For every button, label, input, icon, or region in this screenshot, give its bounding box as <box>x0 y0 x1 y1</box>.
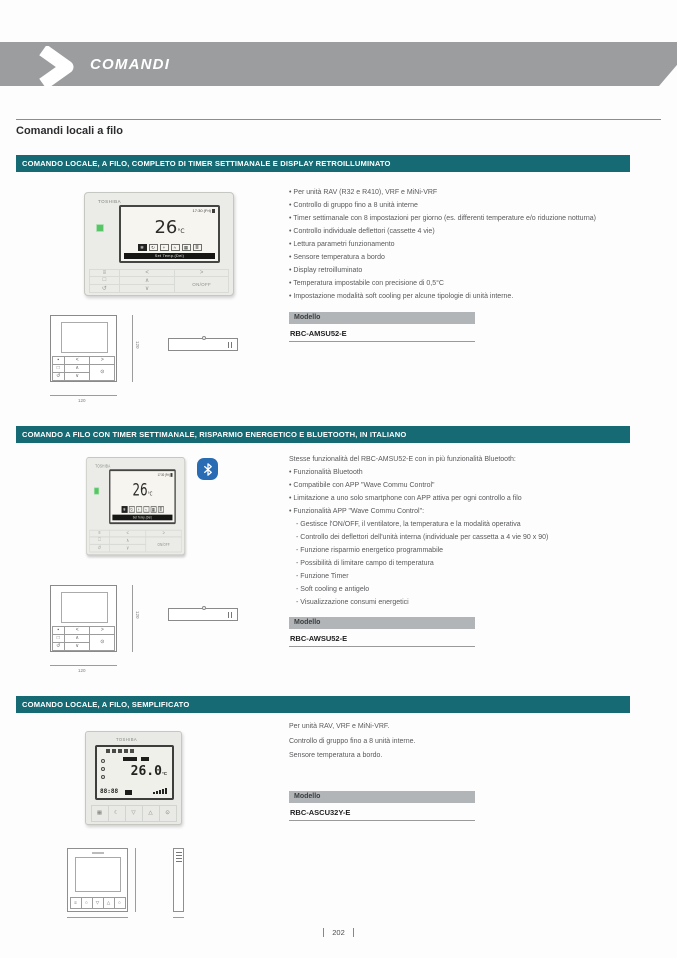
front-view-keys <box>52 356 115 380</box>
menu-key: ▪ <box>52 626 66 635</box>
mode-icon: + <box>136 506 142 513</box>
lcd-display <box>109 469 176 524</box>
led-indicator <box>96 224 104 232</box>
mode-key: ○ <box>81 897 93 909</box>
menu-key: ≡ <box>89 529 110 537</box>
section-1-banner: COMANDO LOCALE, A FILO, COMPLETO DI TIMER SETTIMANALE E DISPLAY RETROILLUMINATO <box>16 155 630 172</box>
mode-icon: ≈ <box>171 244 180 251</box>
menu-key: ▪ <box>52 356 66 365</box>
dimension-drawing <box>65 845 205 925</box>
menu-key: ≡ <box>89 269 121 277</box>
power-key: ⊙ <box>159 805 177 822</box>
lcd-clock <box>158 472 173 477</box>
section-3-banner: COMANDO LOCALE, A FILO, SEMPLIFICATO <box>16 696 630 713</box>
mode-key: □ <box>89 276 121 285</box>
mode-icon: ▦ <box>182 244 191 251</box>
model-header: Modello <box>289 617 475 629</box>
side-view <box>173 848 184 912</box>
lcd-mode-icons <box>125 244 214 251</box>
status-badge <box>141 757 149 761</box>
feature-intro: Stesse funzionalità del RBC-AMSU52-E con in più funzionalità Bluetooth: <box>289 456 516 463</box>
mode-icon: ❄ <box>123 507 126 512</box>
feature-subitem: - Controllo dei deflettori dell'unità interna (individuale per cassetta a 4 vie 90 x 90) <box>289 531 664 544</box>
power-key: ○ <box>114 897 126 909</box>
model-header: Modello <box>289 791 475 803</box>
mode-icon: ≣ <box>159 507 162 512</box>
feature-subitem: - Soft cooling e antigelo <box>289 583 664 596</box>
lcd-clock-text: 17:30 (Fri) <box>192 208 211 213</box>
section-subtitle: Comandi locali a filo <box>16 125 123 137</box>
feature-item: • Per unità RAV (R32 e R410), VRF e MiNi-VRF <box>289 186 664 199</box>
bluetooth-icon <box>197 458 218 480</box>
feature-subitem: - Possibilità di limitare campo di temperatura <box>289 557 664 570</box>
down-key: ▽ <box>125 805 143 822</box>
return-key: ↺ <box>52 372 66 381</box>
right-key: > <box>89 356 115 365</box>
feature-item: • Funzionalità Bluetooth <box>289 466 664 479</box>
fan-icon <box>101 775 105 779</box>
width-dimension <box>50 395 117 403</box>
lcd-temp-value: 26 <box>132 480 148 501</box>
front-view-screen <box>75 857 121 892</box>
front-view <box>67 848 128 912</box>
mode-key: ☾ <box>108 805 126 822</box>
up-key: △ <box>142 805 160 822</box>
mode-icon: + <box>160 244 169 251</box>
feature-item: • Sensore temperatura a bordo <box>289 251 664 264</box>
toshiba-brand-label: TOSHIBA <box>116 737 138 742</box>
page-number: 202 <box>332 928 345 937</box>
lcd-temperature <box>131 764 167 779</box>
height-dimension <box>132 315 140 382</box>
front-view <box>50 315 117 382</box>
feature-list <box>289 186 664 303</box>
lcd-status-bar: Set Temp.(Del) <box>124 253 215 260</box>
return-key: ↺ <box>52 642 66 651</box>
mode-key: □ <box>52 634 66 643</box>
front-view-keys <box>70 897 125 908</box>
down-key: ∨ <box>119 284 175 293</box>
section-2-banner: COMANDO A FILO CON TIMER SETTIMANALE, RISPARMIO ENERGETICO E BLUETOOTH, IN ITALIANO <box>16 426 630 443</box>
dimension-drawing <box>48 582 263 677</box>
feature-item: • Timer settimanale con 8 impostazioni per giorno (es. differenti temperature e/o riduzione notturna) <box>289 212 664 225</box>
down-key: ∨ <box>64 642 90 651</box>
feature-item: • Display retroilluminato <box>289 264 664 277</box>
menu-key: ▦ <box>91 805 109 822</box>
side-view <box>168 338 238 351</box>
status-badge <box>123 757 137 761</box>
front-view-screen <box>61 322 108 353</box>
led-indicator <box>94 487 99 495</box>
footer-bar <box>353 928 355 937</box>
fan-level-bars <box>153 788 167 794</box>
mode-icon <box>130 749 134 753</box>
feature-list <box>289 720 664 764</box>
mode-key: □ <box>52 364 66 373</box>
up-key: ∧ <box>64 364 90 373</box>
side-view <box>168 608 238 621</box>
lcd-display <box>119 205 220 263</box>
feature-subitem: - Funzione risparmio energetico programmabile <box>289 544 664 557</box>
mode-icon: ≣ <box>193 244 202 251</box>
feature-item: • Temperatura impostabile con precisione di 0,5°C <box>289 277 664 290</box>
down-key: ▽ <box>92 897 104 909</box>
width-dimension <box>67 917 128 918</box>
lcd-temp-unit: °C <box>147 491 153 498</box>
lcd-temperature <box>121 217 218 238</box>
brand-mark <box>92 852 104 854</box>
feature-item: Sensore temperatura a bordo. <box>289 752 383 759</box>
lcd-temperature <box>110 481 174 501</box>
lcd-mode-icons <box>106 749 134 753</box>
clock-icon <box>101 767 105 771</box>
toshiba-brand-label: TOSHIBA <box>95 463 111 469</box>
up-key: △ <box>103 897 115 909</box>
keys-grid <box>91 805 176 821</box>
simple-remote-photo <box>85 731 182 825</box>
lcd-temp-value: 26.0 <box>130 764 162 779</box>
remote-body <box>86 457 185 555</box>
lcd-temp-unit: °C <box>161 771 167 776</box>
side-view-vents <box>228 612 234 618</box>
down-key: ∨ <box>109 543 146 552</box>
footer-bar <box>323 928 325 937</box>
lcd-temp-value: 26 <box>154 217 178 238</box>
model-table <box>289 312 475 342</box>
dimension-drawing <box>48 312 263 407</box>
up-key: ∧ <box>119 276 175 285</box>
mode-icon <box>112 749 116 753</box>
lcd-display <box>95 745 174 800</box>
left-key: < <box>119 269 175 277</box>
feature-item: • Lettura parametri funzionamento <box>289 238 664 251</box>
feature-item: • Impostazione modalità soft cooling per alcune tipologie di unità interne. <box>289 290 664 303</box>
toshiba-brand-label: TOSHIBA <box>98 199 122 204</box>
up-key: ∧ <box>109 536 146 545</box>
mode-icon: ↻ <box>149 244 158 251</box>
mode-icon: ≈ <box>143 506 149 513</box>
menu-key: ≡ <box>70 897 82 909</box>
down-key: ∨ <box>64 372 90 381</box>
mode-icon: ❄ <box>138 244 147 251</box>
feature-item: Per unità RAV, VRF e MiNi-VRF. <box>289 723 390 730</box>
side-view-knob <box>202 606 206 610</box>
lcd-time: 88:88 <box>100 788 119 795</box>
chevron-icon <box>36 46 82 93</box>
width-dimension <box>50 665 117 673</box>
lcd-status-bar: Set Temp.(Del) <box>112 514 172 520</box>
model-table <box>289 791 475 821</box>
remote-control-photo <box>84 192 234 296</box>
remote-control-photo <box>86 457 185 555</box>
model-value: RBC-ASCU32Y-E <box>289 806 475 821</box>
feature-item: • Funzionalità APP "Wave Commu Control": <box>289 505 664 518</box>
height-dimension-label: 120 <box>135 341 140 349</box>
section-divider <box>16 119 661 120</box>
mode-key: □ <box>89 536 110 545</box>
lcd-clock-text: 17:30 (Fri) <box>157 472 170 477</box>
feature-item: Controllo di gruppo fino a 8 unità interne. <box>289 737 416 745</box>
right-key: > <box>89 626 115 635</box>
left-key: < <box>109 529 146 537</box>
front-view-keys <box>52 626 115 650</box>
return-key: ↺ <box>89 543 110 552</box>
left-key: < <box>64 356 90 365</box>
feature-item: • Compatibile con APP "Wave Commu Control" <box>289 479 664 492</box>
mode-icon <box>118 749 122 753</box>
width-dimension-label: 120 <box>78 398 86 403</box>
side-view-vents <box>176 852 182 862</box>
lcd-temp-unit: °C <box>177 228 185 235</box>
height-dimension <box>132 585 140 652</box>
feature-subitem: - Gestisce l'ON/OFF, il ventilatore, la temperatura e la modalità operativa <box>289 518 664 531</box>
battery-icon <box>170 473 172 477</box>
front-view-screen <box>61 592 108 623</box>
up-key: ∧ <box>64 634 90 643</box>
status-badge <box>125 790 132 795</box>
feature-list <box>289 453 664 609</box>
side-view-knob <box>202 336 206 340</box>
mode-icon <box>124 749 128 753</box>
mode-icon <box>106 749 110 753</box>
height-dimension-label: 120 <box>135 611 140 619</box>
power-key: ⊙ <box>89 634 115 651</box>
model-header: Modello <box>289 312 475 324</box>
feature-item: • Controllo individuale deflettori (cassette 4 vie) <box>289 225 664 238</box>
page-footer <box>0 928 677 937</box>
page-title: COMANDI <box>90 56 171 73</box>
keys-grid <box>89 269 229 292</box>
lcd-clock <box>193 208 215 213</box>
model-table <box>289 617 475 647</box>
timer-icon <box>101 759 105 763</box>
battery-icon <box>212 209 215 213</box>
onoff-key: ON/OFF <box>174 276 230 293</box>
height-dimension <box>135 848 136 912</box>
right-key: > <box>174 269 230 277</box>
model-value: RBC-AWSU52-E <box>289 632 475 647</box>
mode-icon: ↻ <box>130 507 133 512</box>
power-key: ⊙ <box>89 364 115 381</box>
feature-subitem: - Visualizzazione consumi energetici <box>289 596 664 609</box>
keys-grid <box>89 530 181 552</box>
feature-subitem: - Funzione Timer <box>289 570 664 583</box>
feature-item: • Limitazione a uno solo smartphone con APP attiva per ogni controllo a filo <box>289 492 664 505</box>
side-view-vents <box>228 342 234 348</box>
model-value: RBC-AMSU52-E <box>289 327 475 342</box>
onoff-key: ON/OFF <box>145 536 182 552</box>
left-key: < <box>64 626 90 635</box>
feature-item: • Controllo di gruppo fino a 8 unità interne <box>289 199 664 212</box>
lcd-mode-icons <box>113 506 172 513</box>
mode-icon: ▦ <box>151 507 155 512</box>
return-key: ↺ <box>89 284 121 293</box>
depth-dimension <box>173 917 184 918</box>
width-dimension-label: 120 <box>78 668 86 673</box>
right-key: > <box>145 529 182 537</box>
front-view <box>50 585 117 652</box>
